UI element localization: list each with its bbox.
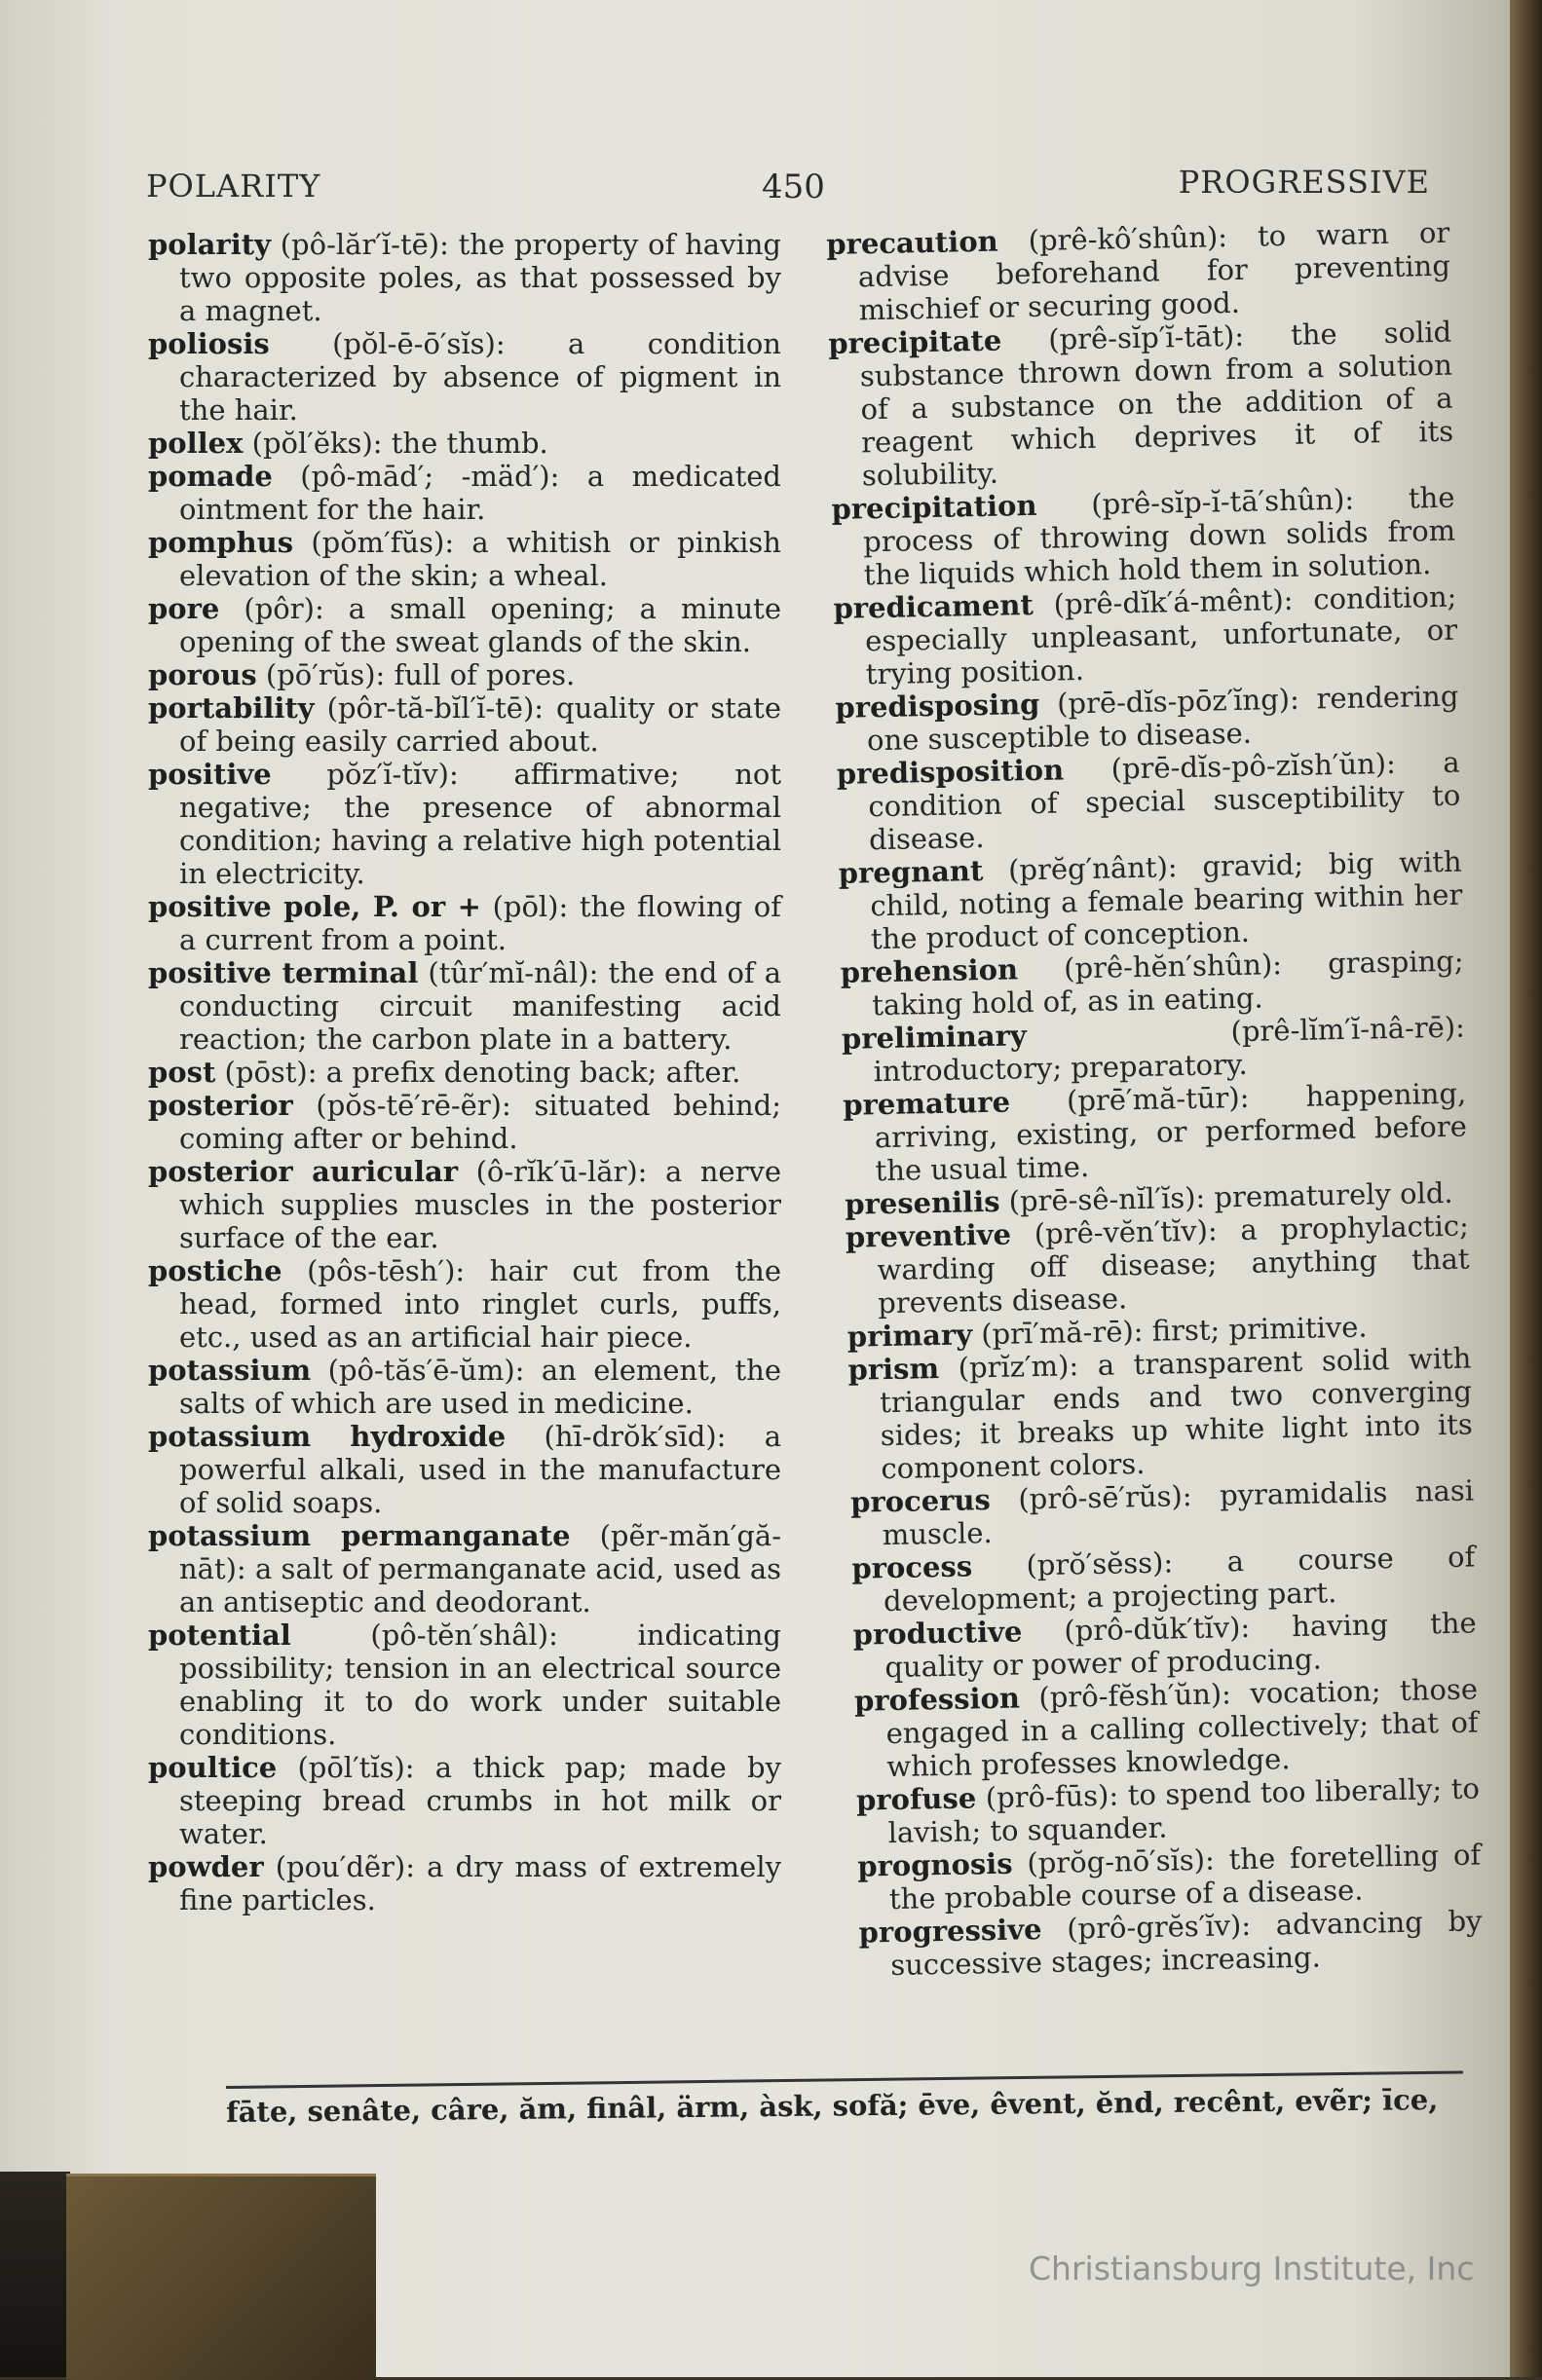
dictionary-entry: [148, 1850, 781, 1916]
dictionary-entry: [148, 890, 781, 956]
entry-headword: positive pole, P. or +: [148, 890, 481, 923]
entry-definition: (prê-vĕn′tĭv): a prophylactic; warding off disease; anything that prevents disease.: [877, 1209, 1470, 1320]
dictionary-entry: [148, 327, 781, 427]
entry-headword: positive terminal: [148, 956, 419, 989]
dictionary-entry: [148, 758, 781, 890]
entry-headword: premature: [842, 1085, 1011, 1122]
entry-headword: pore: [148, 592, 220, 625]
entry-headword: procerus: [849, 1483, 992, 1519]
entry-headword: profession: [853, 1681, 1021, 1718]
book-cover-shadow: [0, 2172, 70, 2377]
page-number: 450: [762, 167, 825, 206]
entry-definition: (pô-tĕn′shâl): indicating possibility; tension in an electrical source enabling it to do work under suitable conditions.: [179, 1618, 781, 1751]
dictionary-entry: [828, 316, 1454, 493]
entry-definition: (pô-lăr′ĭ-tē): the property of having two opposite poles, as that possessed by a magnet.: [179, 228, 781, 327]
entry-headword: potassium permanganate: [148, 1519, 571, 1552]
header-right-guide-word: PROGRESSIVE: [1178, 164, 1430, 201]
dictionary-entry: [148, 1420, 781, 1519]
left-column: [148, 228, 781, 1916]
entry-headword: prehension: [840, 952, 1019, 989]
entry-headword: primary: [846, 1318, 973, 1354]
entry-definition: pŏz′ĭ-tĭv): affirmative; not negative; the presence of abnormal condition; having a relative high potential in electricity.: [179, 758, 781, 890]
entry-definition: (prē-dĭs-pōz′ĭng): rendering one susceptible to disease.: [866, 679, 1459, 758]
entry-headword: posterior auricular: [148, 1155, 459, 1188]
entry-definition: (pô-tăs′ē-ŭm): an element, the salts of which are used in medicine.: [179, 1354, 781, 1420]
entry-headword: precipitate: [827, 323, 1002, 360]
entry-headword: postiche: [148, 1254, 282, 1287]
dictionary-entry: [840, 945, 1464, 1023]
entry-headword: potassium: [148, 1354, 312, 1387]
right-column: [826, 216, 1483, 1983]
book-binding-edge: [1510, 0, 1542, 2377]
entry-headword: pomphus: [148, 526, 294, 559]
entry-headword: pollex: [148, 427, 244, 460]
entry-definition: (prê-lĭm′ĭ-nâ-rē): introductory; preparatory.: [873, 1010, 1466, 1089]
entry-definition: (prê-hĕn′shûn): grasping; taking hold of, as in eating.: [872, 944, 1464, 1023]
entry-headword: porous: [148, 658, 257, 691]
entry-definition: (prŏg-nō′sĭs): the foretelling of the probable course of a disease.: [888, 1838, 1482, 1916]
entry-definition: (prĭz′m): a transparent solid with triangular ends and two converging sides; it breaks up white light into its component colors.: [879, 1341, 1474, 1486]
entry-definition: (pôr): a small opening; a minute opening of the sweat glands of the skin.: [179, 592, 781, 658]
book-cover-corner: [66, 2174, 376, 2380]
entry-definition: (pōl): the flowing of a current from a point.: [179, 890, 781, 956]
dictionary-entry: [857, 1838, 1482, 1915]
entry-definition: (prô-sē′rŭs): pyramidalis nasi muscle.: [882, 1473, 1475, 1552]
dictionary-entry: [148, 228, 781, 327]
dictionary-entry: [847, 1342, 1473, 1486]
entry-definition: (prô-fūs): to spend too liberally; to lavish; to squander.: [887, 1771, 1481, 1850]
entry-headword: portability: [148, 691, 315, 725]
dictionary-entry: [826, 216, 1451, 327]
entry-definition: (pô-mād′; -mäd′): a medicated ointment for the hair.: [179, 460, 781, 526]
entry-definition: (prô-dŭk′tĭv): having the quality or power of producing.: [884, 1606, 1477, 1685]
entry-definition: (pẽr-măn′gă-nāt): a salt of permanganate acid, used as an antiseptic and deodorant.: [179, 1519, 782, 1618]
entry-definition: (pŏl′ĕks): the thumb.: [243, 427, 548, 460]
dictionary-entry: [148, 658, 781, 691]
entry-headword: positive: [148, 758, 272, 791]
entry-headword: posterior: [148, 1089, 293, 1122]
dictionary-entry: [842, 1011, 1466, 1089]
entry-definition: (prê-sĭp′ĭ-tāt): the solid substance thrown down from a solution of a substance on the addition of a reagent which deprives it of its solubility.: [859, 315, 1454, 493]
entry-headword: potential: [148, 1618, 291, 1652]
entry-definition: (prê-sĭp-ĭ-tā′shûn): the process of throwing down solids from the liquids which hold them in solution.: [862, 480, 1456, 592]
dictionary-entry: [148, 1618, 781, 1751]
entry-definition: (prē-dĭs-pô-zĭsh′ŭn): a condition of special susceptibility to disease.: [868, 745, 1461, 857]
entry-headword: productive: [852, 1615, 1023, 1652]
entry-headword: polarity: [148, 228, 271, 261]
pronunciation-key: fāte, senâte, câre, ăm, finâl, ärm, àsk, sofă; ēve, êvent, ĕnd, recênt, evẽr; īce,: [226, 2082, 1439, 2129]
entry-definition: (prē′mă-tūr): happening, arriving, existing, or performed before the usual time.: [874, 1076, 1468, 1188]
entry-headword: prism: [847, 1351, 940, 1387]
entry-headword: potassium hydroxide: [148, 1420, 507, 1453]
dictionary-entry: [836, 746, 1461, 857]
header-left-guide-word: POLARITY: [146, 167, 321, 205]
entry-definition: (pŏm′fŭs): a whitish or pinkish elevation of the skin; a wheal.: [179, 526, 781, 592]
entry-definition: (hī-drŏk′sīd): a powerful alkali, used in the manufacture of solid soaps.: [179, 1420, 781, 1519]
dictionary-entry: [148, 691, 781, 758]
dictionary-entry: [148, 1155, 781, 1254]
entry-definition: (prê-dĭk′á-mênt): condition; especially unpleasant, unfortunate, or trying position.: [864, 579, 1458, 691]
entry-definition: (prô-grĕs′ĭv): advancing by successive stages; increasing.: [889, 1904, 1483, 1983]
watermark: Christiansburg Institute, Inc: [1029, 2250, 1475, 2287]
entry-definition: (prĕg′nânt): gravid; big with child, noting a female bearing within her the product of conception.: [870, 844, 1463, 956]
dictionary-entry: [833, 580, 1458, 691]
dictionary-entry: [851, 1540, 1476, 1618]
dictionary-entry: [148, 956, 781, 1056]
dictionary-entry: [148, 460, 781, 526]
dictionary-entry: [835, 680, 1459, 758]
dictionary-entry: [854, 1672, 1480, 1783]
entry-headword: preventive: [845, 1217, 1012, 1254]
entry-headword: predisposing: [835, 687, 1040, 725]
entry-headword: process: [851, 1549, 973, 1585]
entry-headword: presenilis: [844, 1184, 1000, 1221]
dictionary-entry: [831, 481, 1456, 592]
entry-headword: prognosis: [856, 1846, 1013, 1883]
entry-definition: (pou′dẽr): a dry mass of extremely fine particles.: [179, 1850, 781, 1916]
entry-headword: precipitation: [831, 488, 1037, 526]
entry-headword: preliminary: [841, 1019, 1028, 1056]
dictionary-entry: [148, 1056, 781, 1089]
entry-definition: (prô-fĕsh′ŭn): vocation; those engaged in a calling collectively; that of which professes knowledge.: [885, 1672, 1479, 1784]
dictionary-entry: [850, 1473, 1475, 1551]
entry-definition: (pōst): a prefix denoting back; after.: [215, 1056, 741, 1089]
entry-definition: (prê-kô′shûn): to warn or advise beforehand for preventing mischief or securing good.: [857, 215, 1451, 327]
entry-headword: predicament: [833, 587, 1034, 625]
dictionary-entry: [148, 592, 781, 658]
entry-headword: poultice: [148, 1751, 278, 1784]
entry-definition: (pōl′tĭs): a thick pap; made by steeping bread crumbs in hot milk or water.: [179, 1751, 781, 1850]
entry-headword: precaution: [826, 224, 999, 261]
entry-headword: pomade: [148, 460, 273, 493]
dictionary-entry: [148, 1751, 781, 1850]
entry-definition: (ô-rĭk′ū-lăr): a nerve which supplies muscles in the posterior surface of the ear.: [179, 1155, 781, 1254]
dictionary-entry: [148, 526, 781, 592]
entry-definition: (pôr-tă-bĭl′ĭ-tē): quality or state of being easily carried about.: [179, 691, 781, 758]
dictionary-entry: [858, 1904, 1483, 1982]
dictionary-entry: [843, 1077, 1468, 1188]
dictionary-entry: [148, 1254, 781, 1354]
dictionary-entry: [148, 1519, 781, 1618]
entry-definition: (prē-sê-nĭl′ĭs): prematurely old.: [999, 1175, 1453, 1218]
entry-headword: poliosis: [148, 327, 270, 360]
entry-definition: (tûr′mĭ-nâl): the end of a conducting circuit manifesting acid reaction; the carbon plate in a battery.: [179, 956, 781, 1056]
entry-definition: (pôs-tēsh′): hair cut from the head, formed into ringlet curls, puffs, etc., used as an artificial hair piece.: [179, 1254, 781, 1354]
entry-definition: (pō′rŭs): full of pores.: [256, 658, 576, 691]
entry-headword: pregnant: [838, 854, 984, 890]
dictionary-entry: [148, 427, 781, 460]
entry-definition: (prī′mă-rē): first; primitive.: [971, 1310, 1368, 1352]
entry-headword: profuse: [855, 1781, 977, 1817]
dictionary-entry: [148, 1354, 781, 1420]
entry-definition: (pŏs-tē′rē-ẽr): situated behind; coming after or behind.: [179, 1089, 781, 1155]
entry-headword: powder: [148, 1850, 264, 1883]
dictionary-entry: [846, 1209, 1471, 1320]
page-header: [146, 164, 1430, 212]
entry-definition: (prŏ′sĕss): a course of development; a projecting part.: [883, 1540, 1476, 1618]
entry-definition: (pŏl-ē-ō′sĭs): a condition characterized by absence of pigment in the hair.: [179, 327, 781, 427]
dictionary-entry: [838, 845, 1463, 956]
entry-headword: post: [148, 1056, 216, 1089]
dictionary-entry: [856, 1771, 1481, 1849]
entry-headword: progressive: [858, 1913, 1042, 1950]
dictionary-entry: [852, 1606, 1477, 1684]
entry-headword: predisposition: [836, 753, 1065, 791]
dictionary-entry: [148, 1089, 781, 1155]
